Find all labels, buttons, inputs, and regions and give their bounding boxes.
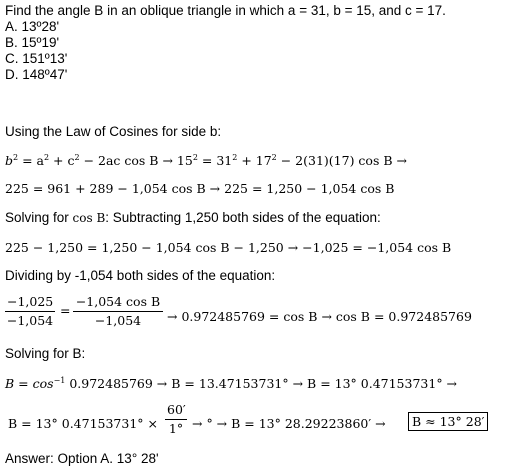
eq6-fraction — [165, 402, 187, 437]
eq6-fraction-numerator: 60′ — [165, 402, 187, 420]
fraction-2-numerator: −1,054 cos B — [73, 294, 163, 312]
choice-c: C. 151º13' — [5, 51, 68, 66]
question-text: Find the angle B in an oblique triangle in which a = 31, b = 15, and c = 17. — [5, 3, 446, 18]
answer-text: Answer: Option A. 13° 28' — [5, 451, 159, 466]
eq1-eq-a: = a — [18, 153, 44, 168]
fraction-tail: → 0.972485769 = cos B → cos B = 0.972485769 — [167, 309, 472, 324]
solving-cos-math: cos B — [72, 211, 106, 225]
eq1-b: b — [5, 153, 14, 168]
eq5-pre: B = cos — [5, 376, 54, 391]
eq5-post: 0.972485769 → B = 13.47153731° → B = 13° 0.47153731° → — [65, 376, 458, 391]
equation-law-of-cosines — [5, 153, 407, 169]
eq1-exp-1: 2 — [13, 153, 19, 162]
eq1-mid: = 31 — [197, 153, 233, 168]
equation-arccos — [5, 376, 457, 392]
equation-substitution: 225 = 961 + 289 − 1,054 cos B → 225 = 1,250 − 1,054 cos B — [5, 181, 395, 196]
solving-b-text: Solving for B: — [5, 346, 86, 361]
solving-cos-text — [5, 210, 381, 226]
eq6-fraction-denominator: 1° — [168, 421, 184, 436]
equation-subtraction: 225 − 1,250 = 1,250 − 1,054 cos B − 1,250 → −1,025 = −1,054 cos B — [5, 240, 452, 255]
eq6-pre: B = 13° 0.47153731° × — [8, 416, 158, 431]
fraction-2-denominator: −1,054 — [94, 313, 142, 328]
eq1-plus-c: + c — [49, 153, 75, 168]
dividing-text: Dividing by -1,054 both sides of the equation: — [5, 268, 276, 283]
choice-d: D. 148º47' — [5, 67, 68, 82]
fraction-1 — [5, 294, 55, 329]
solving-cos-post: : Subtracting 1,250 both sides of the equation: — [105, 210, 381, 225]
fraction-1-numerator: −1,025 — [5, 294, 55, 312]
eq1-end: − 2(31)(17) cos B → — [276, 153, 407, 168]
fraction-2 — [73, 294, 163, 329]
answer-box — [408, 414, 488, 430]
fraction-1-denominator: −1,054 — [6, 313, 54, 328]
intro-text: Using the Law of Cosines for side b: — [5, 124, 222, 139]
eq1-exp-4: 2 — [192, 153, 198, 162]
choice-a: A. 13º28' — [5, 19, 60, 34]
eq1-rest: − 2ac cos B → 15 — [79, 153, 193, 168]
eq1-exp-3: 2 — [74, 153, 80, 162]
solving-cos-pre: Solving for — [5, 210, 73, 225]
choice-b: B. 15º19' — [5, 35, 60, 50]
eq6-post: → ° → B = 13° 28.29223860′ → — [192, 416, 386, 431]
eq1-mid2: + 17 — [237, 153, 272, 168]
boxed-result: B ≈ 13° 28′ — [408, 412, 488, 431]
eq5-exp: −1 — [53, 376, 66, 385]
eq1-exp-5: 2 — [232, 153, 238, 162]
fraction-equals: = — [60, 303, 71, 318]
eq1-exp-6: 2 — [271, 153, 277, 162]
eq1-exp-2: 2 — [43, 153, 50, 162]
